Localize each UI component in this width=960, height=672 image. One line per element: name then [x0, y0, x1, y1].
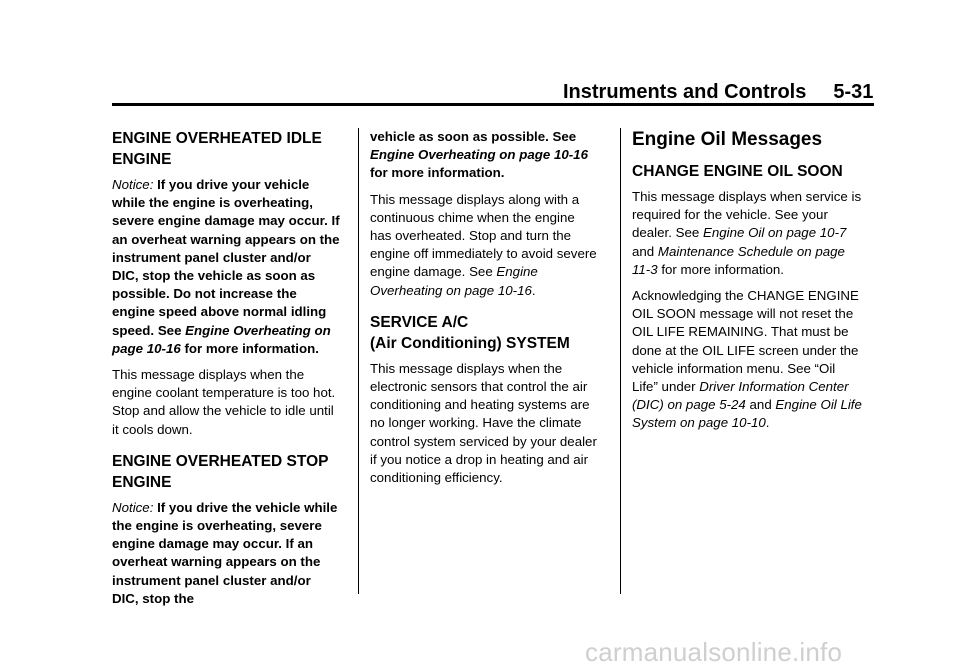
column-1: [112, 128, 340, 616]
body-paragraph: This message displays when service is required for the vehicle. See your dealer. See Engine Oil on page 10-7 and Maintenance Schedule on page 11-3 for more information.: [632, 189, 862, 277]
page-number: 5-31: [833, 81, 874, 103]
body-paragraph: This message displays when the engine coolant temperature is too hot. Stop and allow the vehicle to idle until it cools down.: [112, 367, 336, 437]
notice-label: Notice:: [112, 177, 154, 192]
running-header: [563, 81, 873, 104]
notice-text: If you drive the vehicle while the engine is overheating, severe engine damage may occur. If an overheat warning appears on the instrument panel cluster and/or DIC, stop the: [112, 499, 338, 606]
column-2: [370, 128, 598, 495]
cross-reference: Engine Oil on page 10-7: [702, 225, 847, 241]
cross-reference: Engine Overheating on page 10-16: [370, 147, 588, 163]
section-title: Instruments and Controls: [563, 81, 807, 103]
notice-tail: for more information.: [180, 340, 319, 356]
body-paragraph: This message displays when the electronic sensors that control the air conditioning and heating systems are no longer working. Have the climate control system serviced by your dealer if you notice a drop in heating and air conditioning efficiency.: [370, 360, 597, 486]
notice-text: If you drive your vehicle while the engine is overheating, severe engine damage may occur. If an overheat warning appears on the instrument panel cluster and/or DIC, stop the vehicle as soon as possible. Do not increase the engine speed above normal idling speed. See: [112, 177, 340, 338]
notice-continuation: [370, 128, 598, 183]
notice-paragraph: [112, 176, 340, 358]
heading-change-oil: CHANGE ENGINE OIL SOON: [632, 163, 843, 180]
heading-overheated-stop: ENGINE OVERHEATED STOP ENGINE: [112, 452, 329, 491]
cross-reference: Engine Overheating on page 10-16: [370, 264, 538, 298]
heading-service-ac: SERVICE A/C (Air Conditioning) SYSTEM: [370, 313, 570, 352]
cross-reference: Engine Oil Life System on page 10-10: [632, 397, 862, 431]
cross-reference: Driver Information Center (DIC) on page 5-24: [632, 379, 849, 413]
watermark: carmanualsonline.info: [585, 637, 843, 667]
heading-overheated-idle: ENGINE OVERHEATED IDLE ENGINE: [112, 130, 322, 168]
header-rule: [112, 103, 874, 106]
notice-text: vehicle as soon as possible. See: [370, 129, 577, 144]
column-3: [632, 128, 864, 441]
section-heading: Engine Oil Messages: [632, 129, 823, 150]
column-divider: [358, 128, 359, 594]
body-paragraph: Acknowledging the CHANGE ENGINE OIL SOON message will not reset the OIL LIFE REMAINING. That must be done at the OIL LIFE screen under the vehicle information menu. See “Oil Life” under Driver Information Center (DIC) on page 5-24 and Engine Oil Life System on page 10-10.: [632, 288, 862, 431]
column-divider: [620, 128, 621, 594]
notice-label: Notice:: [112, 499, 154, 515]
cross-reference: Maintenance Schedule on page 11-3: [632, 243, 845, 277]
notice-tail: for more information.: [370, 165, 505, 181]
cross-reference: Engine Overheating on page 10-16: [112, 322, 331, 356]
body-paragraph: This message displays along with a continuous chime when the engine has overheated. Stop and turn the engine off immediately to avoid severe engine damage. See Engine Overheating on page 10-16.: [370, 191, 597, 298]
notice-paragraph: [112, 499, 340, 608]
